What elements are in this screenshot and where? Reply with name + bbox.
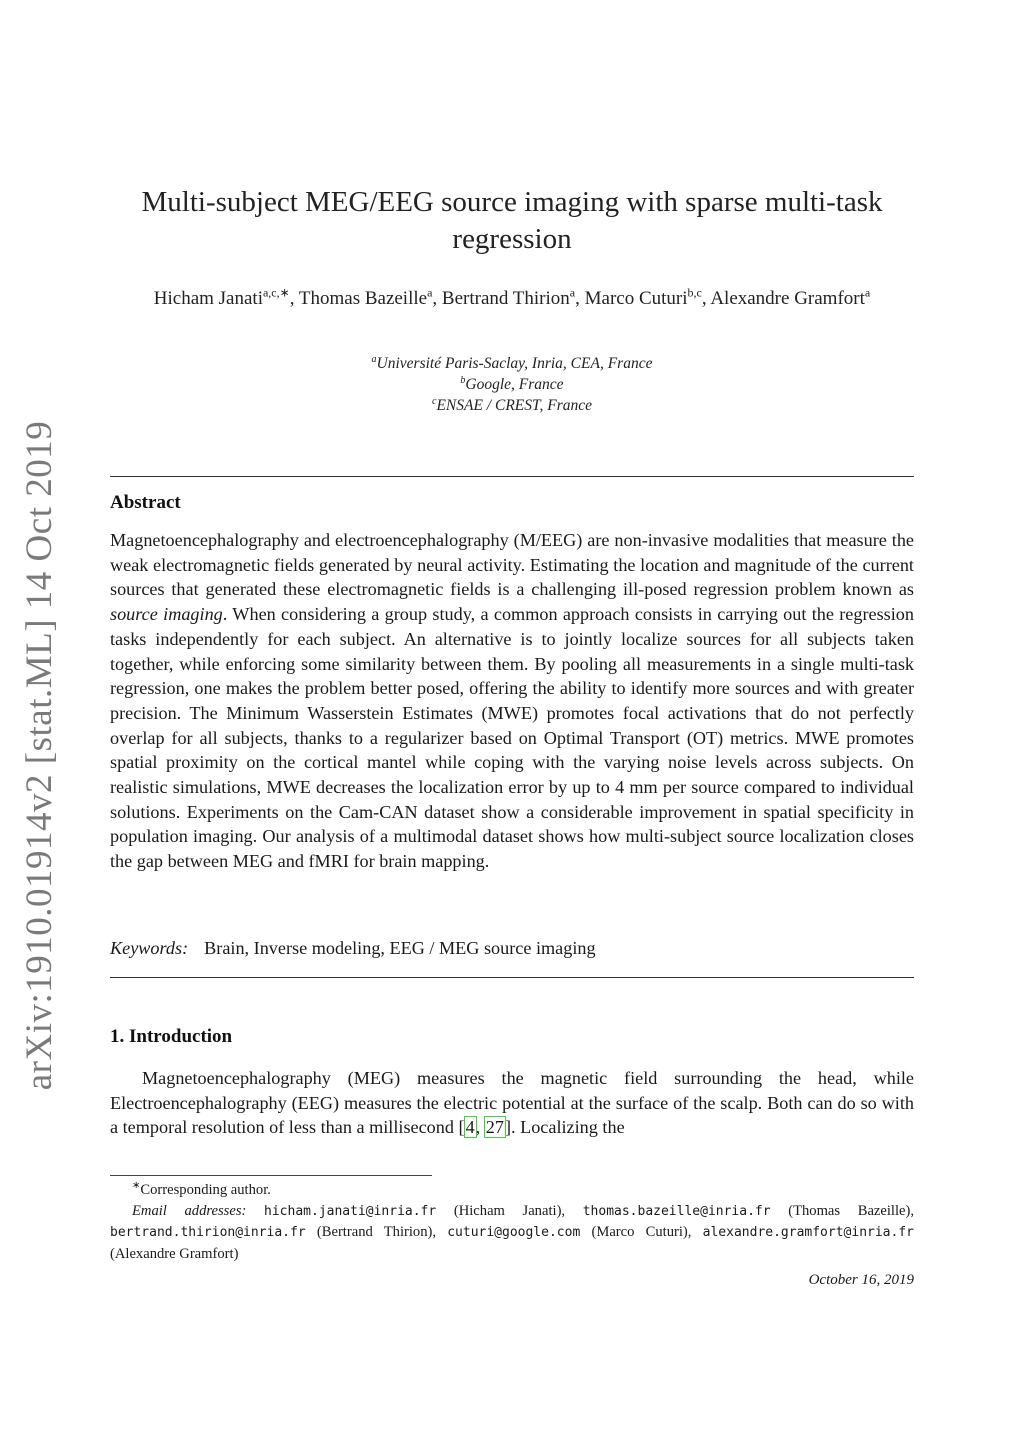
- arxiv-identifier-stamp: [16, 420, 64, 1090]
- email-address[interactable]: bertrand.thirion@inria.fr: [110, 1225, 306, 1240]
- paper-title-line-1: Multi-subject MEG/EEG source imaging with sparse multi-task: [141, 186, 883, 218]
- corresponding-author-note: [110, 1180, 914, 1201]
- introduction-paragraph: [110, 1066, 914, 1140]
- footnotes: [110, 1180, 914, 1264]
- arxiv-identifier-text: arXiv:1910.01914v2 [stat.ML] 14 Oct 2019: [19, 420, 61, 1090]
- introduction-text: Magnetoencephalography (MEG) measures the magnetic field surrounding the head, while Electroencephalography (EEG) measures the electric potential at the surface of the scalp. Both can do so with a temporal resolution of less than a millisecond [: [110, 1068, 914, 1138]
- citation-separator: ,: [475, 1117, 485, 1138]
- introduction-heading: 1. Introduction: [110, 1026, 233, 1047]
- abstract-bottom-rule: [110, 977, 914, 978]
- author-name: Hicham Janati: [153, 288, 263, 309]
- author-list: Hicham Janati$^{a,c,∗}$, Thomas Bazeille$^a$, Bertrand Thirion$^a$, Marco Cuturi$^{b,c}$, Alexandre Gramfort$^a$: [153, 285, 871, 309]
- abstract-text-part-1: Magnetoencephalography and electroencephalography (M/EEG) are non-invasive modalities that measure the weak electromagnetic fields generated by neural activity. Estimating the location and magnitude of the current sources that generated these electromagnetic fields is a challenging ill-posed regression problem known as: [110, 530, 914, 600]
- abstract-top-rule: [110, 476, 914, 477]
- email-address[interactable]: hicham.janati@inria.fr: [264, 1203, 437, 1219]
- preprint-date: October 16, 2019: [808, 1272, 914, 1288]
- email-owner: (Hicham Janati),: [453, 1202, 583, 1219]
- affiliation-list: [110, 353, 914, 416]
- affiliation-text: Google, France: [465, 376, 564, 393]
- abstract-heading: Abstract: [110, 492, 181, 513]
- email-owner: (Marco Cuturi),: [591, 1224, 703, 1240]
- author-affiliation-marker: a,c,∗: [262, 285, 290, 300]
- abstract-text-part-2: . When considering a group study, a common approach consists in carrying out the regression tasks independently for each subject. An alternative is to jointly localize sources for all subjects taken together, while enforcing some similarity between them. By pooling all measurements in a single multi-task regression, one makes the problem better posed, offering the ability to identify more sources and with greater precision. The Minimum Wasserstein Estimates (MWE) promotes focal activations that do not perfectly overlap for all subjects, thanks to a regularizer based on Optimal Transport (OT) metrics. MWE promotes spatial proximity on the cortical mantel while coping with the varying noise levels across subjects. On realistic simulations, MWE decreases the localization error by up to 4 mm per source compared to individual solutions. Experiments on the Cam-CAN dataset show a considerable improvement in spatial specificity in population imaging. Our analysis of a multimodal dataset shows how multi-subject source localization closes the gap between MEG and fMRI for brain mapping.: [110, 604, 914, 872]
- keywords-line: [110, 936, 914, 960]
- paper-title-line-2: regression: [452, 223, 572, 255]
- affiliation-line: [110, 353, 914, 374]
- author-name: Alexandre Gramfort: [710, 288, 865, 309]
- abstract-emphasis: source imaging: [110, 604, 223, 625]
- citation-link[interactable]: 27: [485, 1117, 504, 1138]
- email-address[interactable]: cuturi@google.com: [447, 1225, 581, 1240]
- corresponding-author-text: Corresponding author.: [140, 1182, 271, 1198]
- email-addresses-label: Email addresses:: [132, 1202, 247, 1219]
- affiliation-marker: b: [460, 374, 466, 386]
- footnote-rule: [110, 1175, 432, 1176]
- author-name: Bertrand Thirion: [441, 288, 570, 309]
- affiliation-marker: c: [431, 395, 437, 407]
- author-affiliation-marker: a: [569, 285, 576, 300]
- email-address[interactable]: thomas.bazeille@inria.fr: [582, 1203, 771, 1219]
- author-affiliation-marker: b,c: [687, 285, 702, 300]
- keywords-text: Brain, Inverse modeling, EEG / MEG source imaging: [204, 938, 596, 958]
- footnote-marker: ∗: [132, 1180, 141, 1192]
- affiliation-text: ENSAE / CREST, France: [436, 397, 592, 414]
- email-owner: (Alexandre Gramfort): [110, 1245, 239, 1262]
- email-owner: (Thomas Bazeille),: [788, 1202, 915, 1219]
- affiliation-marker: a: [371, 353, 377, 365]
- introduction-text-continued: ]. Localizing the: [504, 1117, 625, 1138]
- email-owner: (Bertrand Thirion),: [316, 1224, 448, 1240]
- author-name: Thomas Bazeille: [298, 288, 428, 309]
- author-affiliation-marker: a: [864, 285, 871, 300]
- email-addresses-note: [110, 1201, 914, 1265]
- affiliation-line: [110, 395, 914, 416]
- keywords-label: Keywords:: [110, 938, 189, 958]
- abstract-text: [110, 528, 914, 874]
- citation-link[interactable]: 4: [465, 1117, 475, 1138]
- paper-title: [110, 184, 914, 258]
- author-name: Marco Cuturi: [584, 288, 688, 309]
- affiliation-line: [110, 374, 914, 395]
- email-address[interactable]: alexandre.gramfort@inria.fr: [702, 1225, 914, 1240]
- author-affiliation-marker: a: [427, 285, 433, 300]
- affiliation-text: Université Paris-Saclay, Inria, CEA, France: [376, 355, 653, 372]
